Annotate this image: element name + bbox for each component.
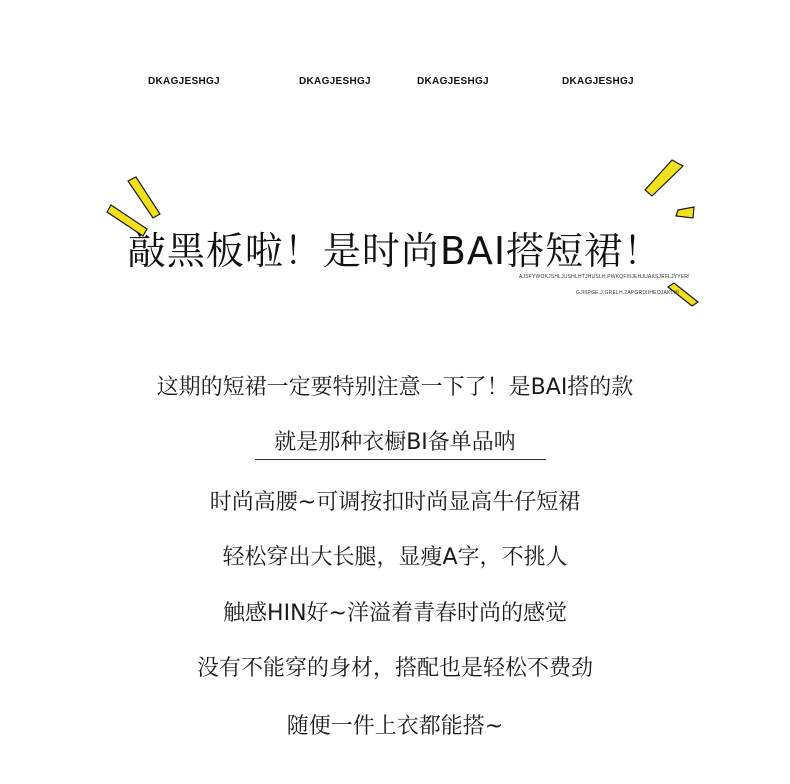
brand-label-2: DKAGJESHGJ	[299, 76, 371, 87]
body-line-1: 这期的短裙一定要特别注意一下了！是BAI搭的款	[156, 375, 634, 400]
page-title: 敲黑板啦！是时尚BAI搭短裙！	[127, 229, 663, 273]
fine-print-line-1: AJSFYWOKJSHLJUSHLHTJHUSLH.PWKQFIIIJEHJUAKSJEFLJYYER!	[519, 274, 690, 280]
body-line-7: 随便一件上衣都能搭~	[286, 714, 504, 739]
brand-label-3: DKAGJESHGJ	[417, 76, 489, 87]
accent-mark-right-top	[645, 160, 683, 196]
body-line-4: 轻松穿出大长腿，显瘦A字，不挑人	[222, 545, 568, 570]
divider	[255, 459, 546, 460]
body-line-5: 触感HIN好~洋溢着青春时尚的感觉	[223, 601, 567, 626]
body-line-2: 就是那种衣橱BI备单品呐	[274, 430, 516, 455]
accent-mark-left-top	[128, 177, 160, 218]
brand-label-4: DKAGJESHGJ	[562, 76, 634, 87]
body-line-3: 时尚高腰~可调按扣时尚显高牛仔短裙	[209, 490, 581, 515]
body-line-6: 没有不能穿的身材，搭配也是轻松不费劲	[196, 656, 593, 681]
accent-mark-right-middle	[676, 207, 694, 218]
fine-print-line-2: GJIIIPGE.J.GRELH.2APGRDIIHEOJAKLHI	[576, 290, 679, 296]
brand-label-1: DKAGJESHGJ	[148, 76, 220, 87]
